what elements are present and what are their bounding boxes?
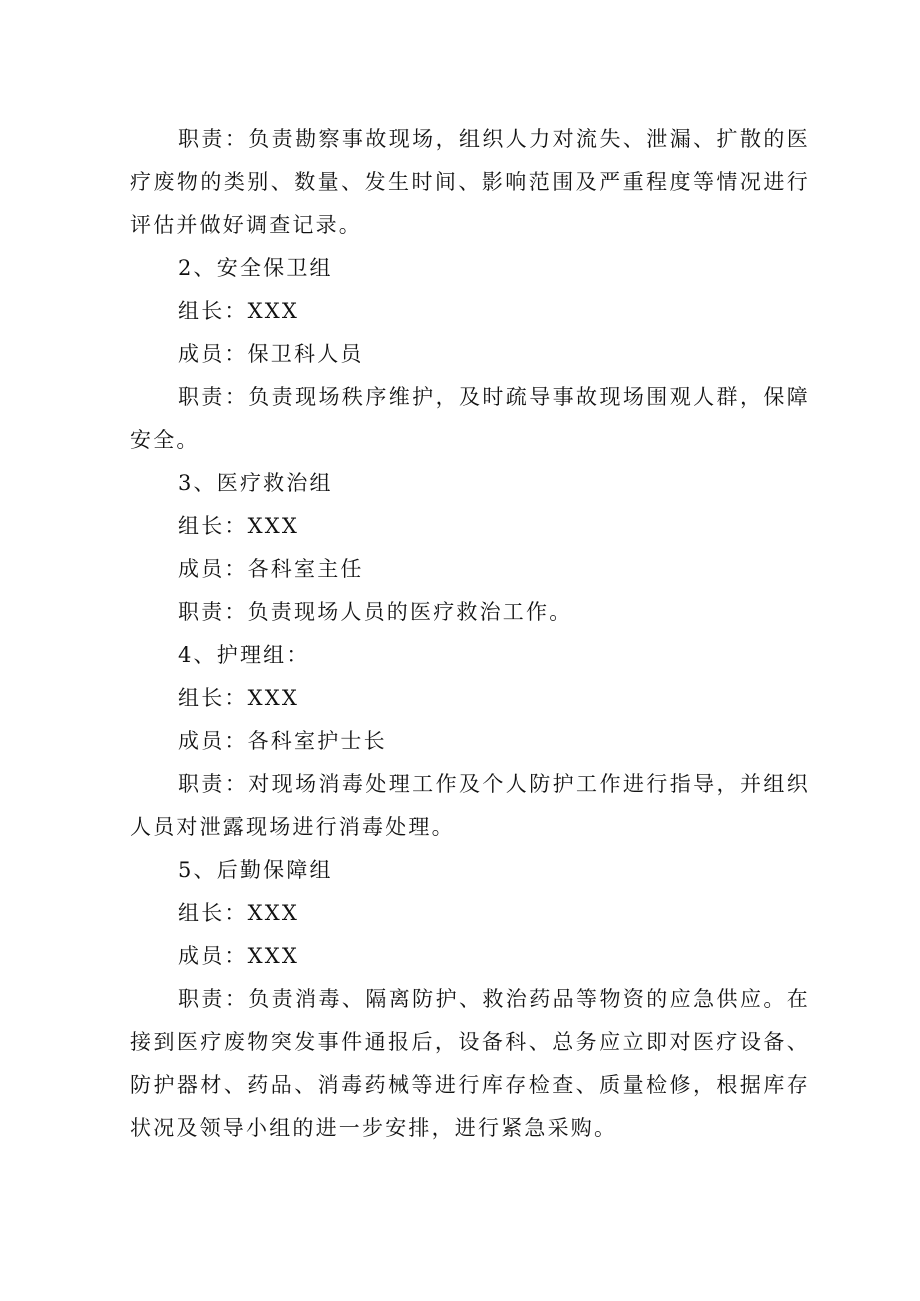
paragraph-logistics-members: 成员：XXX — [178, 944, 300, 968]
section-heading-security: 2、安全保卫组 — [178, 256, 333, 280]
paragraph-medical-duty: 职责：负责现场人员的医疗救治工作。 — [178, 600, 573, 624]
paragraph-nursing-duty: 职责：对现场消毒处理工作及个人防护工作进行指导，并组织人员对泄露现场进行消毒处理。 — [130, 772, 810, 839]
paragraph-logistics-duty: 职责：负责消毒、隔离防护、救治药品等物资的应急供应。在接到医疗废物突发事件通报后，设备科、总务应立即对医疗设备、防护器材、药品、消毒药械等进行库存检查、质量检修，根据库存状况及领导小组的进一步安排，进行紧急采购。 — [130, 987, 810, 1140]
paragraph-logistics-leader: 组长：XXX — [178, 901, 300, 925]
paragraph-duty-investigation: 职责：负责勘察事故现场，组织人力对流失、泄漏、扩散的医疗废物的类别、数量、发生时间、影响范围及严重程度等情况进行评估并做好调查记录。 — [130, 127, 810, 237]
paragraph-security-members: 成员：保卫科人员 — [178, 342, 364, 366]
section-heading-nursing: 4、护理组： — [178, 643, 310, 667]
section-heading-medical: 3、医疗救治组 — [178, 471, 333, 495]
paragraph-medical-leader: 组长：XXX — [178, 514, 300, 538]
paragraph-nursing-leader: 组长：XXX — [178, 686, 300, 710]
paragraph-nursing-members: 成员：各科室护士长 — [178, 729, 387, 753]
paragraph-security-leader: 组长：XXX — [178, 299, 300, 323]
paragraph-security-duty: 职责：负责现场秩序维护，及时疏导事故现场围观人群，保障安全。 — [130, 385, 810, 452]
section-heading-logistics: 5、后勤保障组 — [178, 858, 333, 882]
paragraph-medical-members: 成员：各科室主任 — [178, 557, 364, 581]
document-body — [130, 118, 810, 1150]
